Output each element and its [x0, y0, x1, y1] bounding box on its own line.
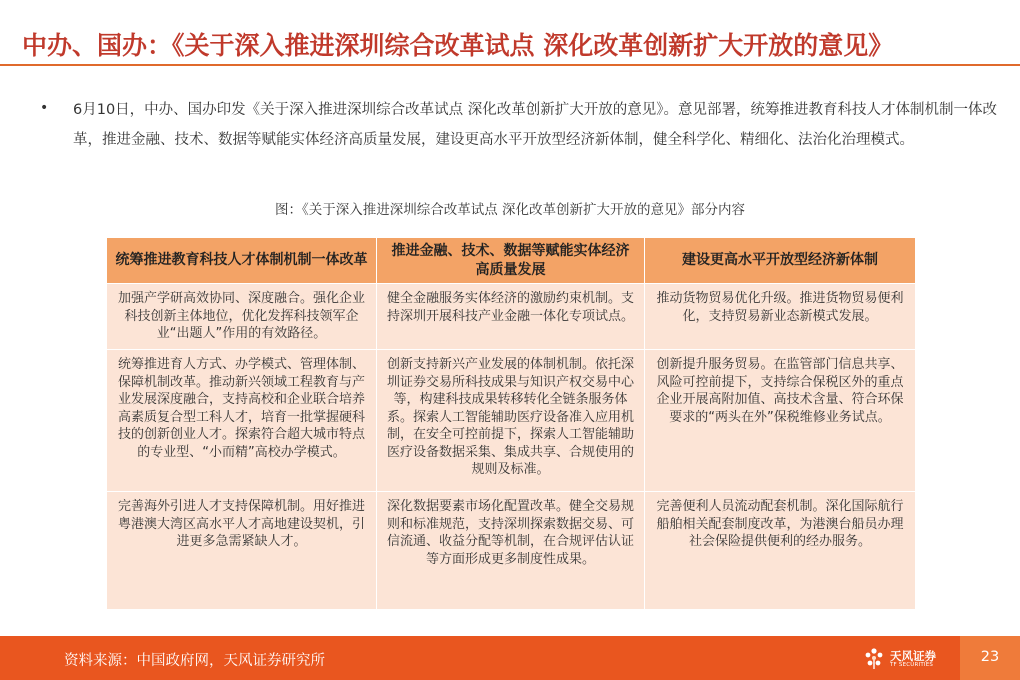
logo-flower-icon — [862, 646, 886, 670]
title-divider — [0, 64, 1020, 66]
table-cell: 创新支持新兴产业发展的体制机制。依托深圳证券交易所科技成果与知识产权交易中心等，构建科技成果转移转化全链条服务体系。探索人工智能辅助医疗设备准入应用机制，在安全可控前提下，探索人工智能辅助医疗设备数据采集、集成共享、合规使用的规则及标准。 — [377, 350, 645, 492]
bullet-icon: • — [40, 100, 49, 116]
table-header-row — [107, 238, 916, 284]
logo-subtitle: TF SECURITIES — [890, 662, 934, 668]
footer-bar — [0, 636, 1020, 680]
table-header-cell: 建设更高水平开放型经济新体制 — [645, 238, 916, 284]
table-cell: 完善便利人员流动配套机制。深化国际航行船舶相关配套制度改革，为港澳台船员办理社会保险提供便利的经办服务。 — [645, 492, 916, 610]
table-cell: 推动货物贸易优化升级。推进货物贸易便利化，支持贸易新业态新模式发展。 — [645, 284, 916, 350]
page-number: 23 — [980, 649, 1000, 665]
table-cell: 完善海外引进人才支持保障机制。用好推进粤港澳大湾区高水平人才高地建设契机，引进更多急需紧缺人才。 — [107, 492, 377, 610]
figure-caption: 图：《关于深入推进深圳综合改革试点 深化改革创新扩大开放的意见》部分内容 — [274, 202, 746, 218]
table-header-cell: 推进金融、技术、数据等赋能实体经济高质量发展 — [377, 238, 645, 284]
page-number-box — [960, 636, 1020, 680]
policy-table — [106, 237, 916, 610]
summary-paragraph: 6月10日，中办、国办印发《关于深入推进深圳综合改革试点 深化改革创新扩大开放的意见》。意见部署，统筹推进教育科技人才体制机制一体改革，推进金融、技术、数据等赋能实体经济高质量发展，建设更高水平开放型经济新体制，健全科学化、精细化、法治化治理模式。 — [73, 102, 998, 148]
table-cell: 深化数据要素市场化配置改革。健全交易规则和标准规范，支持深圳探索数据交易、可信流通、收益分配等机制，在合规评估认证等方面形成更多制度性成果。 — [377, 492, 645, 610]
company-logo — [862, 646, 952, 672]
table-cell: 加强产学研高效协同、深度融合。强化企业科技创新主体地位，优化发挥科技领军企业“出题人”作用的有效路径。 — [107, 284, 377, 350]
table-row — [107, 350, 916, 492]
title-bar — [0, 0, 1020, 66]
source-note: 资料来源：中国政府网，天风证券研究所 — [64, 653, 325, 669]
page-title: 中办、国办：《关于深入推进深圳综合改革试点 深化改革创新扩大开放的意见》 — [22, 31, 894, 60]
logo-name: 天风证券 — [890, 649, 936, 663]
table-row — [107, 492, 916, 610]
table-header-cell: 统筹推进教育科技人才体制机制一体改革 — [107, 238, 377, 284]
table-cell: 创新提升服务贸易。在监管部门信息共享、风险可控前提下，支持综合保税区外的重点企业开展高附加值、高技术含量、符合环保要求的“两头在外”保税维修业务试点。 — [645, 350, 916, 492]
table-cell: 统筹推进育人方式、办学模式、管理体制、保障机制改革。推动新兴领域工程教育与产业发展深度融合，支持高校和企业联合培养高素质复合型工科人才，培育一批掌握硬科技的创新创业人才。探索符合超大城市特点的专业型、“小而精”高校办学模式。 — [107, 350, 377, 492]
table-row — [107, 284, 916, 350]
table-cell: 健全金融服务实体经济的激励约束机制。支持深圳开展科技产业金融一体化专项试点。 — [377, 284, 645, 350]
